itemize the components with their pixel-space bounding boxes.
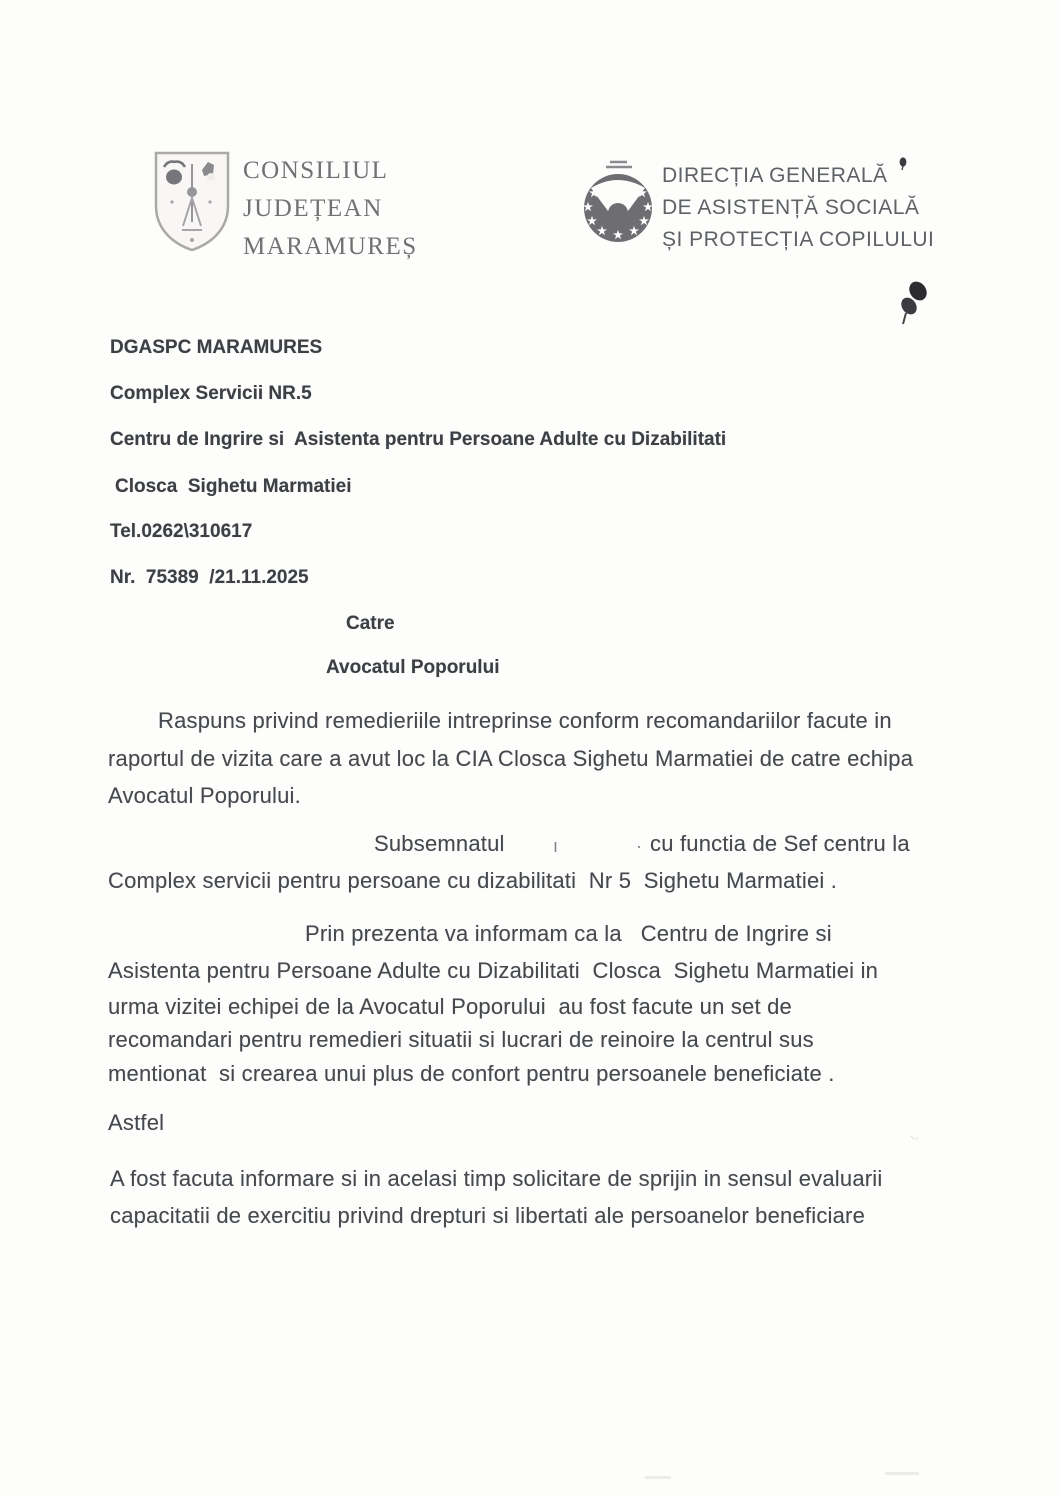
directorate-name <box>662 160 934 256</box>
scan-smudge-mark <box>885 1472 919 1475</box>
letterhead-registration: Nr. 75389 /21.11.2025 <box>110 567 309 588</box>
scan-smudge-mark <box>645 1476 671 1479</box>
information-line-4: recomandari pentru remedieri situatii si lucrari de reinoire la centrul sus <box>108 1027 814 1052</box>
redaction-mark-2: · <box>636 836 642 856</box>
information-line-3: urma vizitei echipei de la Avocatul Poporului au fost facute un set de <box>108 994 792 1019</box>
letterhead-location: Closca Sighetu Marmatiei <box>115 476 352 497</box>
directorate-name-line-3: ȘI PROTECȚIA COPILULUI <box>662 228 935 251</box>
information-line-1: Prin prezenta va informam ca la Centru de Ingrire si <box>305 921 832 946</box>
council-name-line-3: MARAMUREȘ <box>243 233 418 260</box>
recipient-salutation: Catre <box>346 613 395 634</box>
directorate-name-line-2: DE ASISTENȚĂ SOCIALĂ <box>662 196 920 219</box>
dgaspc-emblem-icon <box>579 158 659 253</box>
faint-speck-mark: ⸜. <box>910 1130 919 1142</box>
council-name-line-2: JUDEȚEAN <box>243 195 383 222</box>
information-line-2: Asistenta pentru Persoane Adulte cu Dizabilitati Closca Sighetu Marmatiei in <box>108 958 879 983</box>
closing-line-2: capacitatii de exercitiu privind drepturi si libertati ale persoanelor beneficiare <box>110 1203 866 1228</box>
subject-line-3: Avocatul Poporului. <box>108 783 301 808</box>
ink-blob-mark <box>896 279 932 334</box>
directorate-name-line-1: DIRECȚIA GENERALĂ <box>662 164 888 187</box>
letterhead-phone: Tel.0262\310617 <box>110 521 253 542</box>
recipient-name: Avocatul Poporului <box>326 657 500 678</box>
letterhead-center: Centru de Ingrire si Asistenta pentru Persoane Adulte cu Dizabilitati <box>110 429 727 450</box>
subject-line-1: Raspuns privind remedieriile intreprinse conform recomandariilor facute in <box>158 708 892 733</box>
subject-line-2: raportul de vizita care a avut loc la CIA Closca Sighetu Marmatiei de catre echipa <box>108 746 914 771</box>
redaction-mark-1: ı <box>553 836 559 856</box>
undersigned-intro: Subsemnatul <box>374 831 505 856</box>
closing-line-1: A fost facuta informare si in acelasi timp solicitare de sprijin in sensul evaluarii <box>110 1166 883 1191</box>
ink-dot-mark <box>897 155 909 176</box>
council-name-line-1: CONSILIUL <box>243 157 389 184</box>
undersigned-line-2: Complex servicii pentru persoane cu dizabilitati Nr 5 Sighetu Marmatiei . <box>108 868 838 893</box>
undersigned-rest: cu functia de Sef centru la <box>650 831 910 856</box>
letterhead-organization: DGASPC MARAMURES <box>110 337 323 358</box>
information-line-5: mentionat si crearea unui plus de confort pentru persoanele beneficiate . <box>108 1061 835 1086</box>
maramures-coat-of-arms-icon <box>152 150 232 261</box>
letterhead-complex: Complex Servicii NR.5 <box>110 383 312 404</box>
astfel-label: Astfel <box>108 1110 165 1135</box>
council-name <box>243 152 418 266</box>
